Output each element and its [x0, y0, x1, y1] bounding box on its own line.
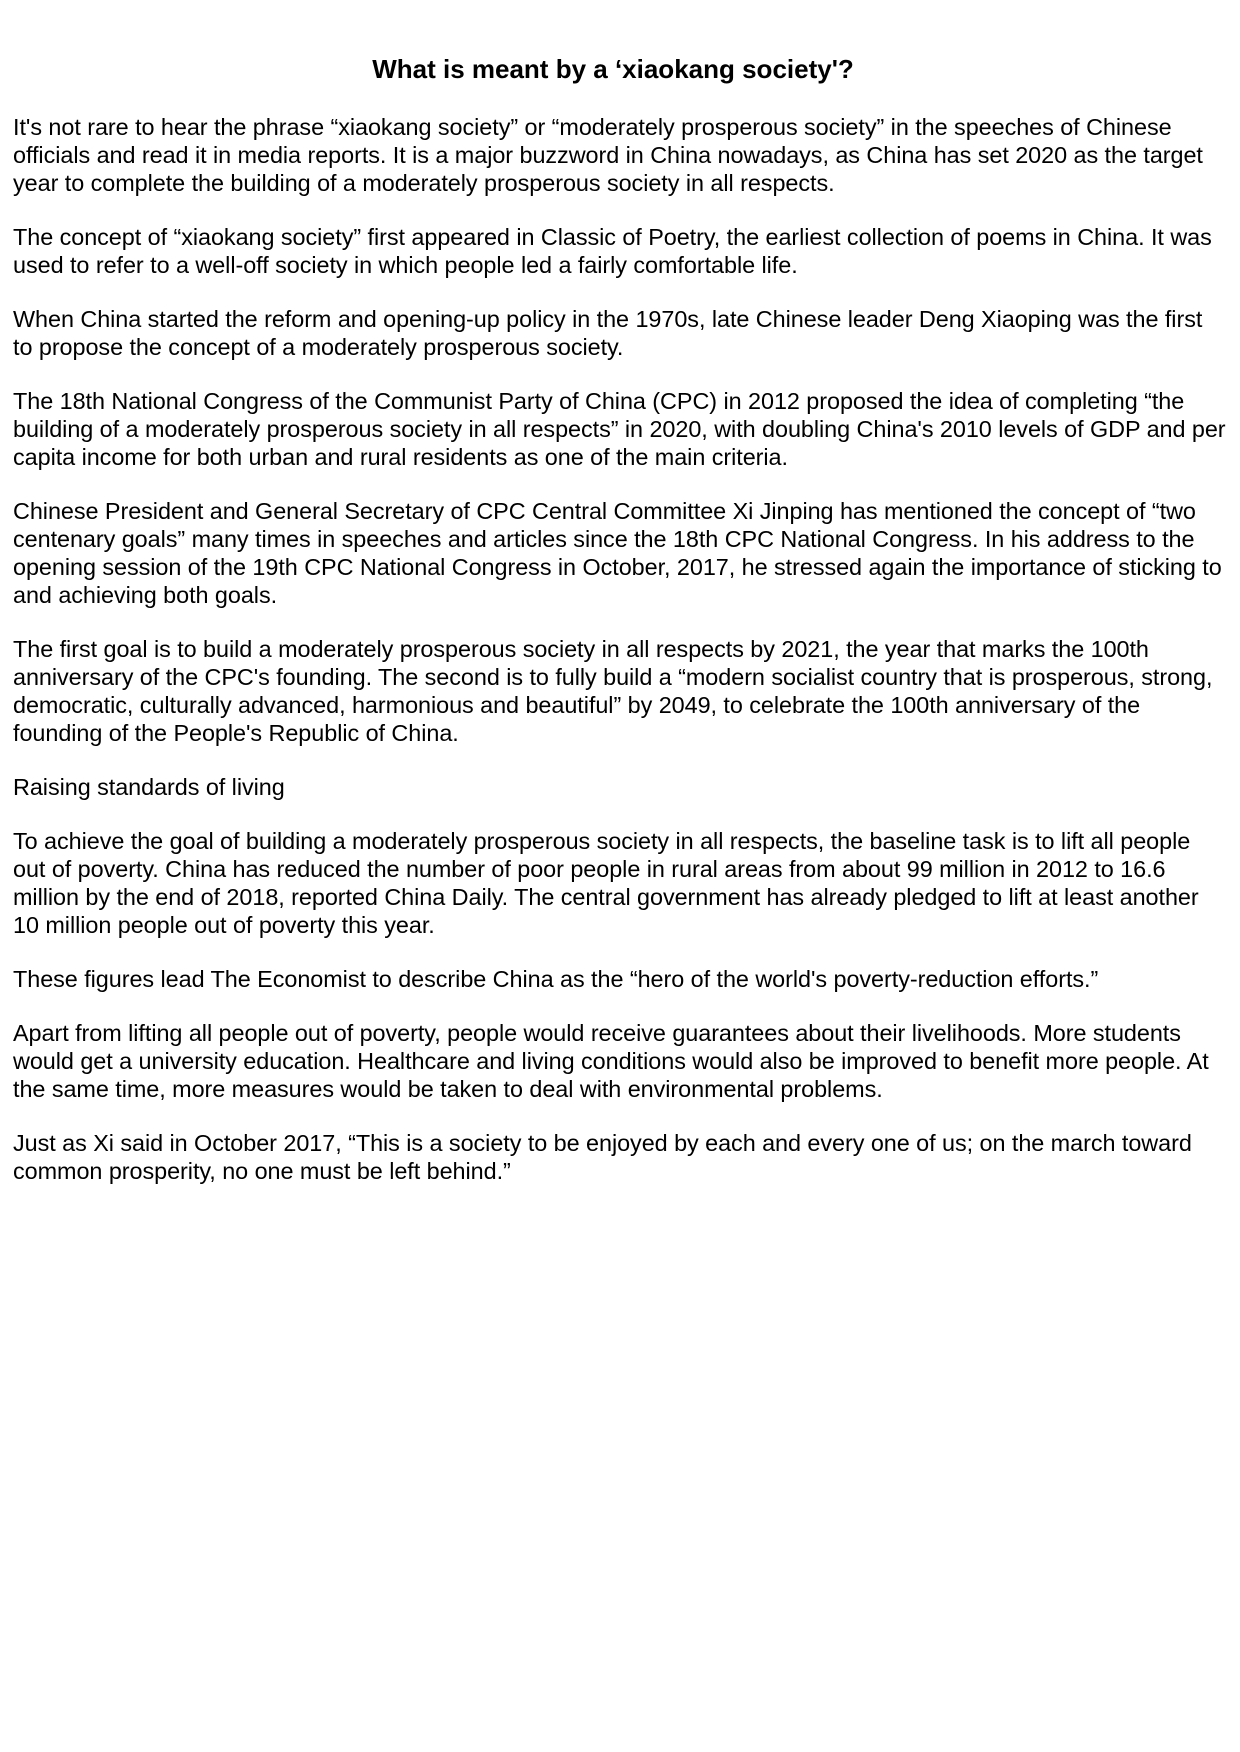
paragraph-6: The first goal is to build a moderately prosperous society in all respects by 2021, the year that marks the 100th anniversary of the CPC's founding. The second is to fully build a “modern socialist country that is prosperous, strong, democratic, culturally advanced, harmonious and beautiful” by 2049, to celebrate the 100th anniversary of the founding of the People's Republic of China.: [13, 636, 1213, 746]
paragraph-10: Just as Xi said in October 2017, “This is a society to be enjoyed by each and every one of us; on the march toward common prosperity, no one must be left behind.”: [13, 1130, 1192, 1184]
document-page: [13, 0, 1233, 1211]
paragraph-2: The concept of “xiaokang society” first appeared in Classic of Poetry, the earliest collection of poems in China. It was used to refer to a well-off society in which people led a fairly comfortable life.: [13, 224, 1212, 278]
paragraph-5: Chinese President and General Secretary of CPC Central Committee Xi Jinping has mentioned the concept of “two centenary goals” many times in speeches and articles since the 18th CPC National Congress. In his address to the opening session of the 19th CPC National Congress in October, 2017, he stressed again the importance of sticking to and achieving both goals.: [13, 498, 1222, 608]
paragraph-4: The 18th National Congress of the Communist Party of China (CPC) in 2012 proposed the idea of completing “the building of a moderately prosperous society in all respects” in 2020, with doubling China's 2010 levels of GDP and per capita income for both urban and rural residents as one of the main criteria.: [13, 388, 1226, 470]
paragraph-9: Apart from lifting all people out of poverty, people would receive guarantees about their livelihoods. More students would get a university education. Healthcare and living conditions would also be improved to benefit more people. At the same time, more measures would be taken to deal with environmental problems.: [13, 1020, 1209, 1102]
paragraph-7: To achieve the goal of building a moderately prosperous society in all respects, the baseline task is to lift all people out of poverty. China has reduced the number of poor people in rural areas from about 99 million in 2012 to 16.6 million by the end of 2018, reported China Daily. The central government has already pledged to lift at least another 10 million people out of poverty this year.: [13, 828, 1199, 938]
document-title: What is meant by a ‘xiaokang society'?: [372, 54, 854, 84]
document-body: [13, 113, 1228, 1185]
paragraph-1: It's not rare to hear the phrase “xiaokang society” or “moderately prosperous society” in the speeches of Chinese officials and read it in media reports. It is a major buzzword in China nowadays, as China has set 2020 as the target year to complete the building of a moderately prosperous society in all respects.: [13, 114, 1203, 196]
paragraph-8: These figures lead The Economist to describe China as the “hero of the world's poverty-reduction efforts.”: [13, 966, 1099, 992]
paragraph-3: When China started the reform and opening-up policy in the 1970s, late Chinese leader Deng Xiaoping was the first to propose the concept of a moderately prosperous society.: [13, 306, 1203, 360]
section-heading-raising-standards: Raising standards of living: [13, 774, 285, 800]
